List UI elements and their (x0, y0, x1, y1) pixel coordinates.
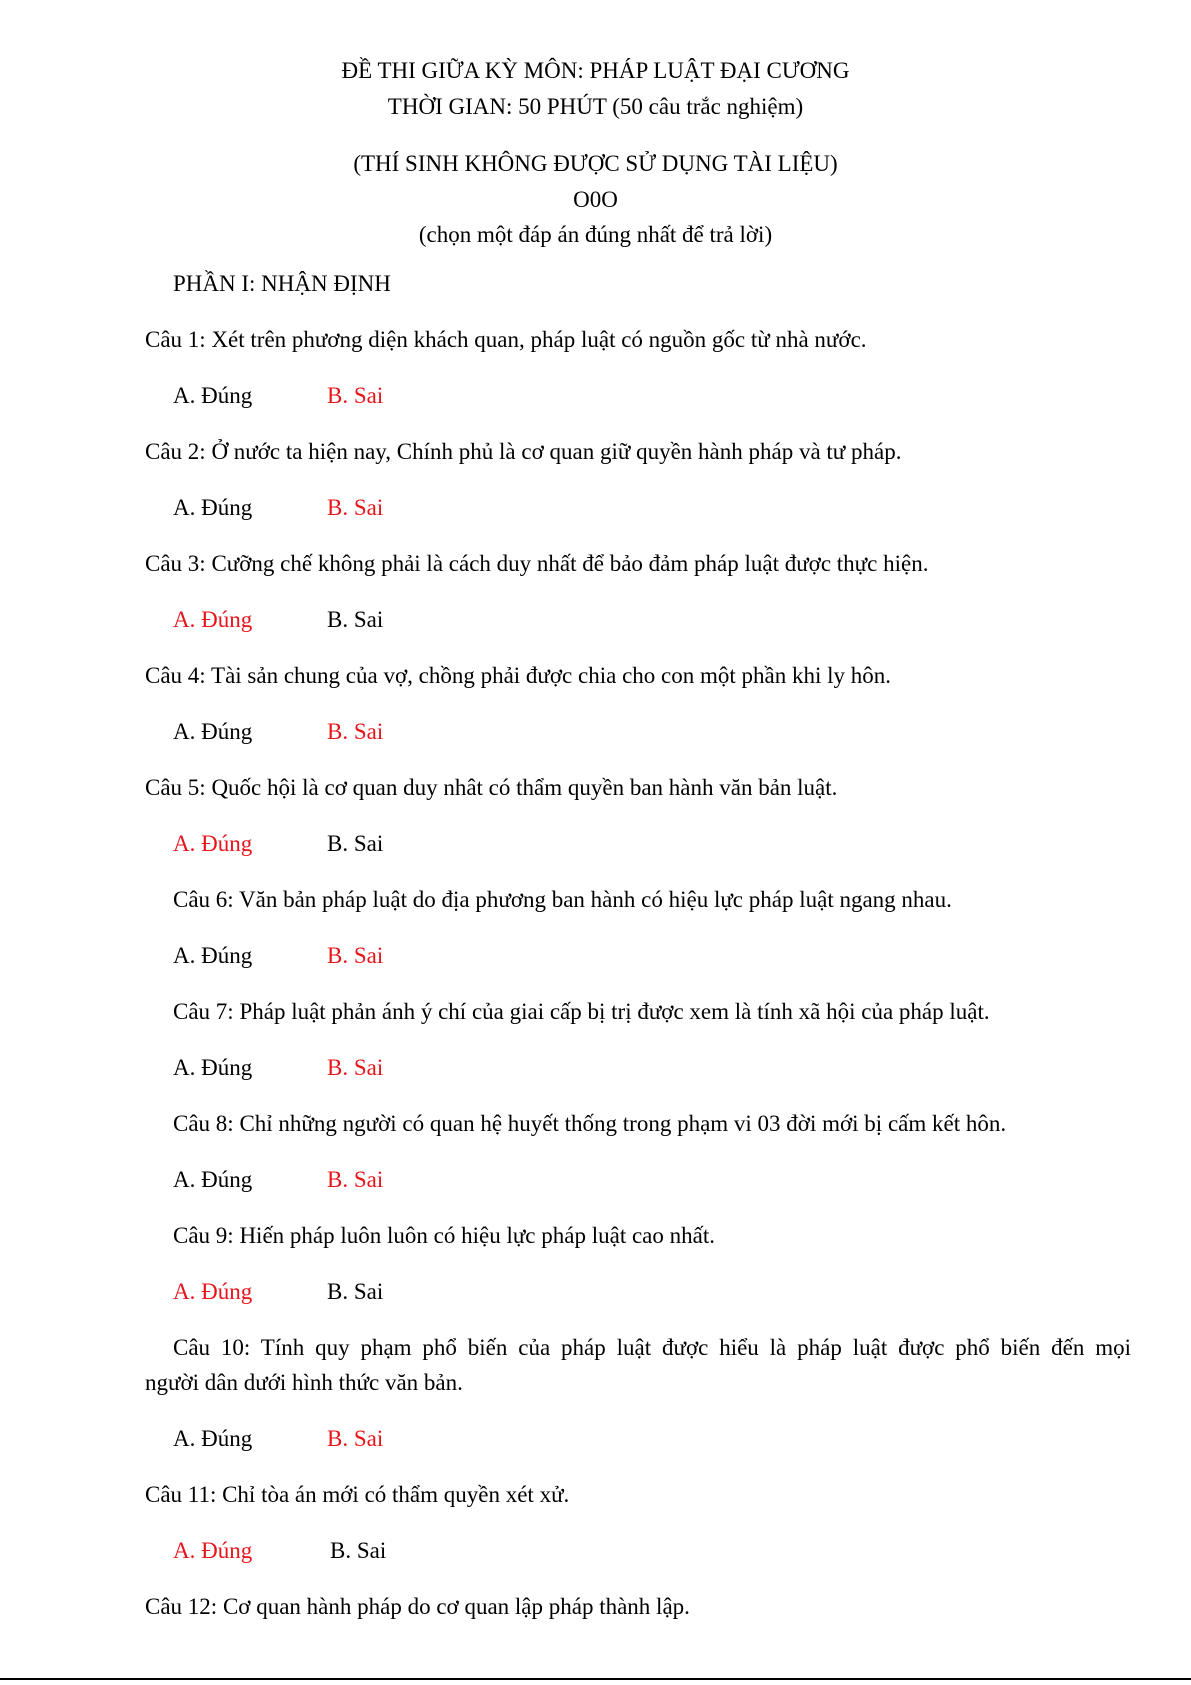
separator-text: O0O (573, 187, 618, 212)
section-title: PHẦN I: NHẬN ĐỊNH (173, 271, 391, 296)
question-text: Câu 3: Cưỡng chế không phải là cách duy nhất để bảo đảm pháp luật được thực hiện. (145, 551, 929, 576)
question-text-line2: người dân dưới hình thức văn bản. (145, 1370, 463, 1395)
option-b-correct: B. Sai (327, 1426, 384, 1451)
exam-time: THỜI GIAN: 50 PHÚT (50 câu trắc nghiệm) (387, 94, 804, 119)
question-text: Câu 1: Xét trên phương diện khách quan, pháp luật có nguồn gốc từ nhà nước. (145, 327, 867, 352)
question-text: Câu 5: Quốc hội là cơ quan duy nhât có thẩm quyền ban hành văn bản luật. (145, 775, 838, 800)
option-a-correct: A. Đúng (173, 831, 253, 856)
option-b: B. Sai (327, 607, 384, 632)
question-text: Câu 8: Chỉ những người có quan hệ huyết thống trong phạm vi 03 đời mới bị cấm kết hôn. (173, 1111, 1007, 1136)
option-b-correct: B. Sai (327, 495, 384, 520)
option-b: B. Sai (327, 831, 384, 856)
option-a: A. Đúng (173, 495, 253, 520)
option-a: A. Đúng (173, 1167, 253, 1192)
option-b-correct: B. Sai (327, 1167, 384, 1192)
option-a: A. Đúng (173, 1426, 253, 1451)
question-text: Câu 9: Hiến pháp luôn luôn có hiệu lực pháp luật cao nhất. (173, 1223, 715, 1248)
option-b-correct: B. Sai (327, 719, 384, 744)
question-text-line1: Câu 10: Tính quy phạm phổ biến của pháp luật được hiểu là pháp luật được phổ biến đến mọi (173, 1335, 1131, 1360)
option-a-correct: A. Đúng (173, 607, 253, 632)
option-a-correct: A. Đúng (173, 1279, 253, 1304)
page-bottom-divider (0, 1678, 1191, 1680)
instruction-text: (chọn một đáp án đúng nhất để trả lời) (418, 222, 773, 247)
question-text: Câu 11: Chỉ tòa án mới có thẩm quyền xét xử. (145, 1482, 570, 1507)
option-a: A. Đúng (173, 383, 253, 408)
option-a: A. Đúng (173, 943, 253, 968)
exam-title: ĐỀ THI GIỮA KỲ MÔN: PHÁP LUẬT ĐẠI CƯƠNG (341, 58, 850, 83)
option-b-correct: B. Sai (327, 943, 384, 968)
option-b: B. Sai (327, 1279, 384, 1304)
option-a-correct: A. Đúng (173, 1538, 253, 1563)
question-text: Câu 7: Pháp luật phản ánh ý chí của giai cấp bị trị được xem là tính xã hội của pháp luật. (173, 999, 990, 1024)
option-b-correct: B. Sai (327, 383, 384, 408)
exam-rule: (THÍ SINH KHÔNG ĐƯỢC SỬ DỤNG TÀI LIỆU) (353, 151, 838, 176)
question-text: Câu 6: Văn bản pháp luật do địa phương ban hành có hiệu lực pháp luật ngang nhau. (173, 887, 952, 912)
option-a: A. Đúng (173, 719, 253, 744)
question-text: Câu 12: Cơ quan hành pháp do cơ quan lập pháp thành lập. (145, 1594, 690, 1619)
option-b: B. Sai (330, 1538, 387, 1563)
option-a: A. Đúng (173, 1055, 253, 1080)
question-text: Câu 2: Ở nước ta hiện nay, Chính phủ là cơ quan giữ quyền hành pháp và tư pháp. (145, 439, 902, 464)
question-text: Câu 4: Tài sản chung của vợ, chồng phải được chia cho con một phần khi ly hôn. (145, 663, 892, 688)
option-b-correct: B. Sai (327, 1055, 384, 1080)
